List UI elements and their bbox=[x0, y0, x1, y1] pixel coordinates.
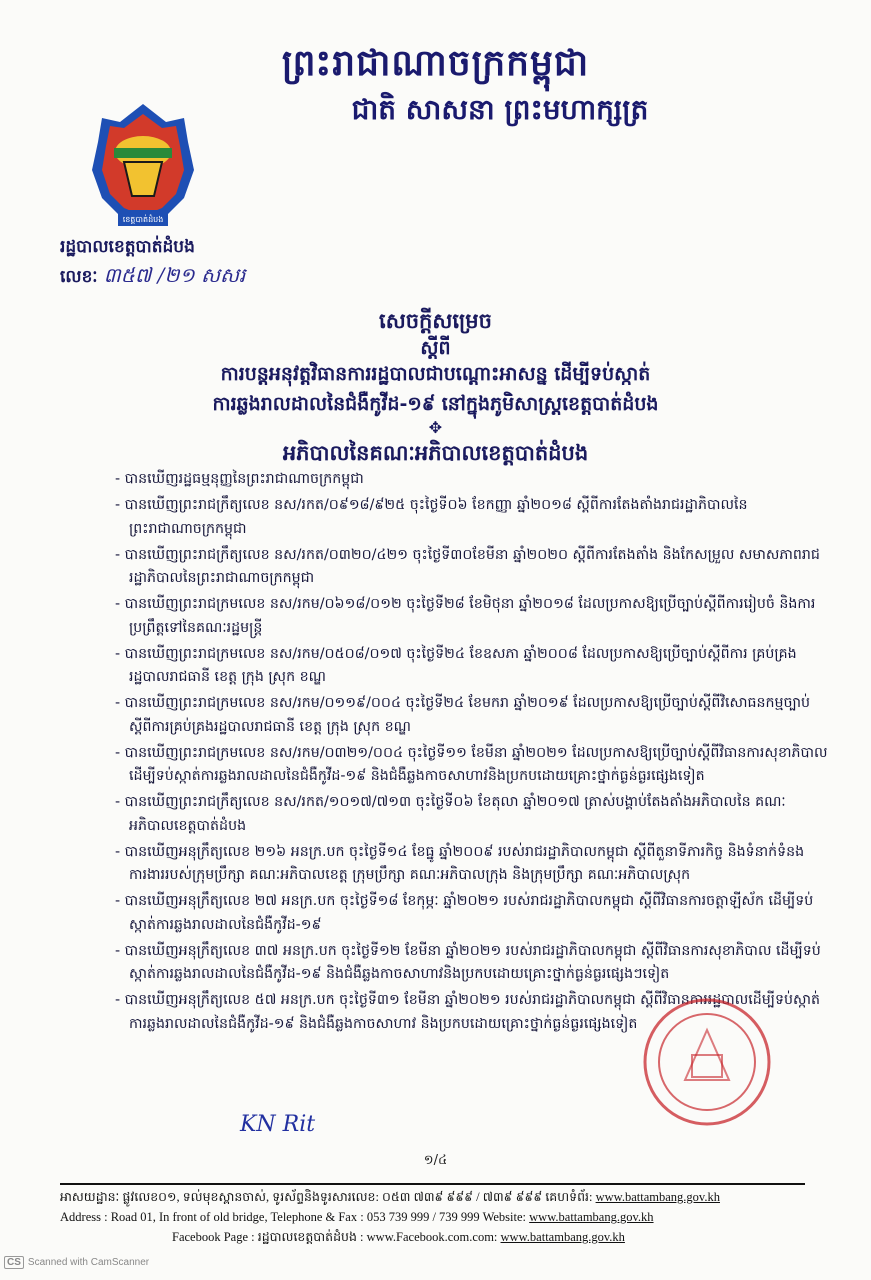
ref-value: ៣៥៧ /២១ សសរ bbox=[103, 263, 246, 287]
page-number: ១/៤ bbox=[423, 1153, 448, 1168]
scanner-text: Scanned with CamScanner bbox=[27, 1257, 150, 1268]
list-item: - បានឃើញព្រះរាជក្រមលេខ នស/រកម/០៣២១/០០៤ ចុះថ្ងៃទី១១ ខែមីនា ឆ្នាំ២០២១ ដែលប្រកាសឱ្យប្រើច្បាប់ស្តីពីវិធានការសុខាភិបាលដើម្បីទប់ស្កាត់ការឆ្លងរាលដាលនៃជំងឺកូវីដ-១៩ និងជំងឺឆ្លងកាចសាហាវនិងប្រកបដោយគ្រោះថ្នាក់ធ្ងន់ធ្ងរផ្សេងទៀត bbox=[115, 742, 830, 789]
list-item: - បានឃើញអនុក្រឹត្យលេខ ២៧ អនក្រ.បក ចុះថ្ងៃទី១៨ ខែកុម្ភៈ ឆ្នាំ២០២១ របស់រាជរដ្ឋាភិបាលកម្ពុជា ស្តីពីវិធានការចត្តាឡីស័ក ដើម្បីទប់ស្កាត់ការឆ្លងរាលដាលនៃជំងឺកូវីដ-១៩ bbox=[115, 890, 830, 937]
kingdom-title: ព្រះរាជាណាចក្រកម្ពុជា bbox=[281, 43, 590, 84]
org-name: រដ្ឋបាលខេត្តបាត់ដំបង bbox=[60, 237, 195, 257]
list-item: - បានឃើញរដ្ឋធម្មនុញ្ញនៃព្រះរាជាណាចក្រកម្ពុជា bbox=[115, 468, 830, 492]
list-item: - បានឃើញព្រះរាជក្រឹត្យលេខ នស/រកត/០៣២០/៤២១ ចុះថ្ងៃទី៣០ខែមីនា ឆ្នាំ២០២០ ស្តីពីការតែងតាំង និងកែសម្រួល សមាសភាពរាជរដ្ឋាភិបាលនៃព្រះរាជាណាចក្រកម្ពុជា bbox=[115, 544, 830, 591]
list-item: - បានឃើញព្រះរាជក្រឹត្យលេខ នស/រកត/០៩១៨/៩២៥ ចុះថ្ងៃទី០៦ ខែកញ្ញា ឆ្នាំ២០១៨ ស្តីពីការតែងតាំងរាជរដ្ឋាភិបាលនៃព្រះរាជាណាចក្រកម្ពុជា bbox=[115, 494, 830, 541]
decision-title: សេចក្តីសម្រេច bbox=[379, 309, 492, 333]
ref-label: លេខៈ bbox=[60, 267, 98, 287]
footer-address-kh-text: អាសយដ្ឋានៈ ផ្លូវលេខ០១, ទល់មុខស្ពានចាស់, ទូរស័ព្ទនិងទូរសារលេខ: ០៥៣ ៧៣៩ ៩៩៩ / ៧៣៩ ៩៩៩ គេហទំព័រ: bbox=[60, 1190, 593, 1204]
decision-subject-line1: ការបន្តអនុវត្តវិធានការរដ្ឋបាលជាបណ្តោះអាសន្ន ដើម្បីទប់ស្កាត់ bbox=[220, 363, 651, 385]
footer-address-en-text: Address : Road 01, In front of old bridge, Telephone & Fax : 053 739 999 / 739 999 Website: bbox=[60, 1210, 527, 1224]
website-link-en[interactable]: www.battambang.gov.kh bbox=[529, 1210, 654, 1224]
facebook-link[interactable]: www.battambang.gov.kh bbox=[500, 1230, 625, 1244]
list-item: - បានឃើញព្រះរាជក្រឹត្យលេខ នស/រកត/១០១៧/៧១៣ ចុះថ្ងៃទី០៦ ខែតុលា ឆ្នាំ២០១៧ ត្រាស់បង្គាប់តែងតាំងអភិបាលនៃ គណៈអភិបាលខេត្តបាត់ដំបង bbox=[115, 791, 830, 838]
emblem-text: ខេត្តបាត់ដំបង bbox=[122, 215, 164, 224]
footer-address-kh bbox=[60, 1190, 820, 1208]
national-motto: ជាតិ សាសនា ព្រះមហាក្សត្រ bbox=[351, 93, 649, 126]
list-item: - បានឃើញអនុក្រឹត្យលេខ ២១៦ អនក្រ.បក ចុះថ្ងៃទី១៤ ខែធ្នូ ឆ្នាំ២០០៩ របស់រាជរដ្ឋាភិបាលកម្ពុជា ស្តីពីតួនាទីភារកិច្ច និងទំនាក់ទំនងការងាររបស់ក្រុមប្រឹក្សា គណៈអភិបាលខេត្ត ក្រុមប្រឹក្សា គណៈអភិបាលក្រុង និងក្រុមប្រឹក្សា គណៈអភិបាលស្រុក bbox=[115, 841, 830, 888]
legal-basis-list bbox=[115, 468, 830, 1039]
handwritten-signature: KN Rit bbox=[240, 1112, 316, 1137]
camscanner-icon: CS bbox=[4, 1256, 24, 1269]
official-seal-icon bbox=[640, 995, 775, 1130]
reference-number bbox=[60, 262, 245, 292]
decision-about: ស្តីពី bbox=[420, 337, 451, 359]
decision-subject-line2: ការឆ្លងរាលដាលនៃជំងឺកូវីដ-១៩ នៅក្នុងភូមិសាស្ត្រខេត្តបាត់ដំបង bbox=[212, 393, 659, 415]
list-item: - បានឃើញព្រះរាជក្រមលេខ នស/រកម/០៦១៨/០១២ ចុះថ្ងៃទី២៨ ខែមិថុនា ឆ្នាំ២០១៨ ដែលប្រកាសឱ្យប្រើច្បាប់ស្តីពីការរៀបចំ និងការប្រព្រឹត្តទៅនៃគណៈរដ្ឋមន្ត្រី bbox=[115, 593, 830, 640]
issuing-authority: អភិបាលនៃគណៈអភិបាលខេត្តបាត់ដំបង bbox=[282, 441, 589, 465]
list-item: - បានឃើញព្រះរាជក្រមលេខ នស/រកម/០១១៩/០០៤ ចុះថ្ងៃទី២៤ ខែមករា ឆ្នាំ២០១៩ ដែលប្រកាសឱ្យប្រើច្បាប់ស្តីពីវិសោធនកម្មច្បាប់ ស្តីពីការគ្រប់គ្រងរដ្ឋបាលរាជធានី ខេត្ត ក្រុង ស្រុក ខណ្ឌ bbox=[115, 692, 830, 739]
website-link[interactable]: www.battambang.gov.kh bbox=[595, 1190, 720, 1204]
footer-address-en bbox=[60, 1210, 820, 1225]
list-item: - បានឃើញព្រះរាជក្រមលេខ នស/រកម/០៥០៨/០១៧ ចុះថ្ងៃទី២៤ ខែឧសភា ឆ្នាំ២០០៨ ដែលប្រកាសឱ្យប្រើច្បាប់ស្តីពីការ គ្រប់គ្រងរដ្ឋបាលរាជធានី ខេត្ត ក្រុង ស្រុក ខណ្ឌ bbox=[115, 643, 830, 690]
footer-facebook bbox=[172, 1230, 871, 1248]
facebook-label: Facebook Page : រដ្ឋបាលខេត្តបាត់ដំបង : www.Facebook.com.com: bbox=[172, 1230, 498, 1244]
ornament-icon: ✥ bbox=[428, 418, 443, 437]
list-item: - បានឃើញអនុក្រឹត្យលេខ ៥៧ អនក្រ.បក ចុះថ្ងៃទី៣១ ខែមីនា ឆ្នាំ២០២១ របស់រាជរដ្ឋាភិបាលកម្ពុជា ស្តីពីវិធានការរដ្ឋបាលដើម្បីទប់ស្កាត់ការឆ្លងរាលដាលនៃជំងឺកូវីដ-១៩ និងជំងឺឆ្លងកាចសាហាវ និងប្រកបដោយគ្រោះថ្នាក់ធ្ងន់ធ្ងរផ្សេងទៀត bbox=[115, 989, 830, 1036]
scanner-watermark bbox=[4, 1256, 149, 1269]
battambang-emblem-icon bbox=[88, 100, 198, 235]
footer-divider bbox=[60, 1183, 805, 1185]
list-item: - បានឃើញអនុក្រឹត្យលេខ ៣៧ អនក្រ.បក ចុះថ្ងៃទី១២ ខែមីនា ឆ្នាំ២០២១ របស់រាជរដ្ឋាភិបាលកម្ពុជា ស្តីពីវិធានការសុខាភិបាល ដើម្បីទប់ស្កាត់ការឆ្លងរាលដាលនៃជំងឺកូវីដ-១៩ និងជំងឺឆ្លងកាចសាហាវនិងប្រកបដោយគ្រោះថ្នាក់ធ្ងន់ធ្ងរផ្សេងៗទៀត bbox=[115, 940, 830, 987]
